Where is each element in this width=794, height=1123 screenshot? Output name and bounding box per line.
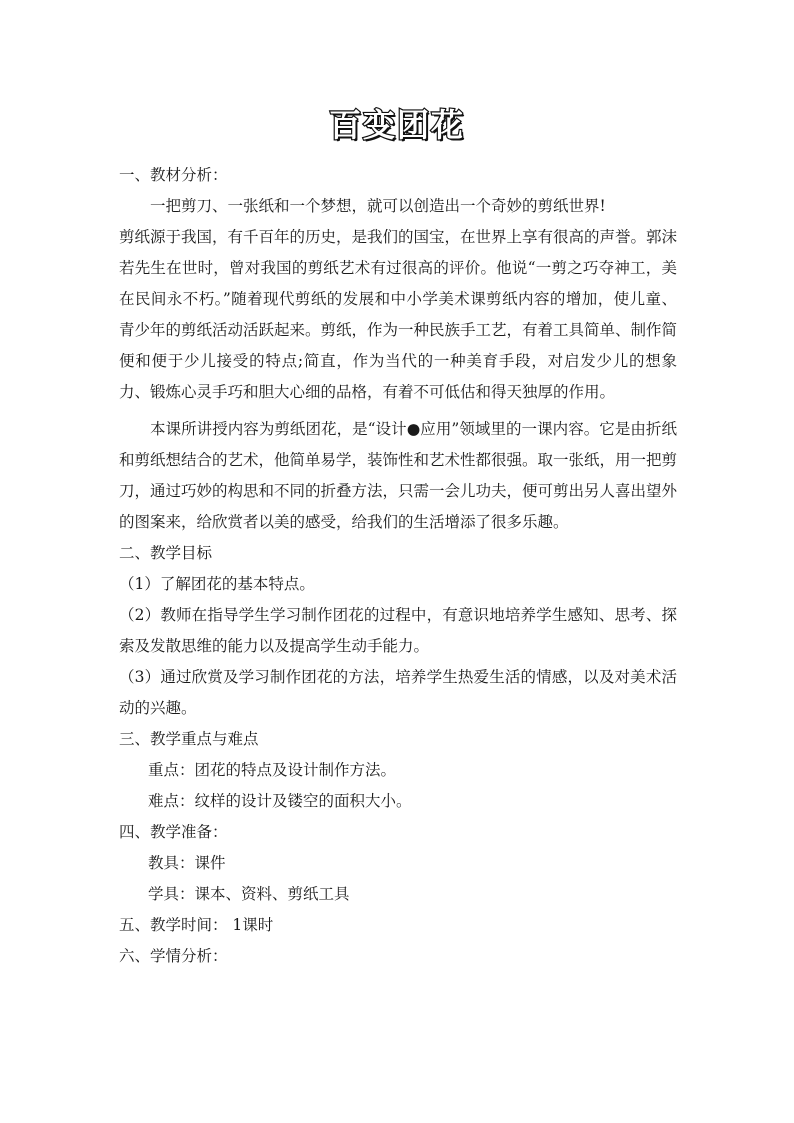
difficult-point: 难点：纹样的设计及镂空的面积大小。 bbox=[148, 792, 412, 810]
section-heading-6: 六、学情分析： bbox=[119, 947, 228, 965]
goal-item-1: （1）了解团花的基本特点。 bbox=[119, 575, 315, 593]
paragraph-intro: 一把剪刀、一张纸和一个梦想，就可以创造出一个奇妙的剪纸世界! bbox=[150, 197, 606, 215]
document-body bbox=[119, 160, 677, 972]
section-heading-1: 一、教材分析： bbox=[119, 166, 228, 184]
paragraph-history: 剪纸源于我国，有千百年的历史，是我们的国宝，在世界上享有很高的声誉。郭沫若先生在世时，曾对我国的剪纸艺术有过很高的评价。他说“一剪之巧夺神工，美在民间永不朽。”随着现代剪纸的发展和中小学美术课剪纸内容的增加，使儿童、青少年的剪纸活动活跃起来。剪纸，作为一种民族手工艺，有着工具简单、制作简便和便于少儿接受的特点;简直，作为当代的一种美育手段，对启发少儿的想象力、锻炼心灵手巧和胆大心细的品格，有着不可低估和得天独厚的作用。 bbox=[119, 228, 678, 401]
key-point: 重点：团花的特点及设计制作方法。 bbox=[148, 761, 397, 779]
section-heading-4: 四、教学准备： bbox=[119, 823, 228, 841]
paragraph-lesson: 本课所讲授内容为剪纸团花，是“设计●应用”领域里的一课内容。它是由折纸和剪纸想结合的艺术，他简单易学，装饰性和艺术性都很强。取一张纸，用一把剪刀，通过巧妙的构思和不同的折叠方法，只需一会儿功夫，便可剪出另人喜出望外的图案来，给欣赏者以美的感受，给我们的生活增添了很多乐趣。 bbox=[119, 420, 678, 531]
goal-item-3: （3）通过欣赏及学习制作团花的方法，培养学生热爱生活的情感，以及对美术活动的兴趣。 bbox=[119, 668, 677, 717]
section-heading-2: 二、教学目标 bbox=[119, 544, 213, 562]
page-title: 百变团花 bbox=[328, 106, 465, 144]
student-materials: 学具：课本、资料、剪纸工具 bbox=[148, 885, 350, 903]
teacher-materials: 教具：课件 bbox=[148, 854, 226, 872]
section-heading-3: 三、教学重点与难点 bbox=[119, 730, 259, 748]
title-area bbox=[0, 100, 794, 146]
goal-item-2: （2）教师在指导学生学习制作团花的过程中，有意识地培养学生感知、思考、探索及发散思维的能力以及提高学生动手能力。 bbox=[119, 606, 677, 655]
section-heading-5: 五、教学时间： 1课时 bbox=[119, 916, 274, 934]
